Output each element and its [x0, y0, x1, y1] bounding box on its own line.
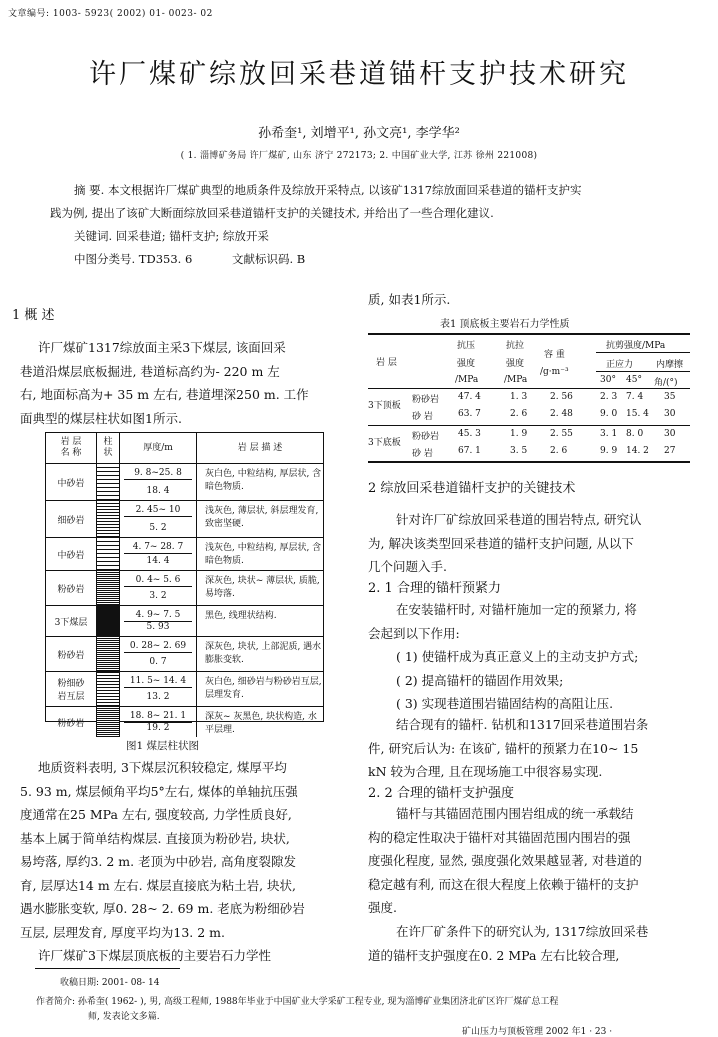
th-tensile-2: 强度 — [506, 359, 525, 369]
table-cell-t: 1. 3 — [510, 392, 528, 402]
rock-name: 粉细砂 岩互层 — [46, 672, 97, 706]
table-cell-c: 63. 7 — [458, 409, 481, 419]
thickness — [120, 501, 197, 537]
table-cell-s30: 9. 9 — [600, 446, 618, 456]
abstract-line-2: 践为例, 提出了该矿大断面综放回采巷道锚杆支护的关键技术, 并给出了一些合理化建议. — [50, 206, 494, 220]
thickness — [120, 637, 197, 671]
table-cell-s30: 3. 1 — [600, 429, 618, 439]
text-line: 在安装锚杆时, 对锚杆施加一定的预紧力, 将 — [396, 602, 637, 617]
figure-1-caption: 图1 煤层柱状图 — [126, 740, 200, 752]
section-1-paragraph-1 — [20, 336, 309, 430]
thickness-range: 9. 8~25. 8 — [124, 468, 192, 480]
thickness-average: 5. 93 — [146, 622, 170, 632]
rock-name: 细砂岩 — [46, 501, 97, 537]
rock-description: 浅灰色, 中粒结构, 厚层状, 含暗色物质. — [205, 543, 322, 566]
thickness — [120, 672, 197, 706]
table-cell-a: 30 — [664, 409, 676, 419]
text-line: 度强化程度, 显然, 强度强化效果越显著, 对巷道的 — [368, 853, 642, 868]
thickness — [120, 464, 197, 500]
column-pattern — [97, 538, 120, 570]
text-line: 会起到以下作用: — [368, 625, 460, 641]
thickness-average: 3. 2 — [149, 591, 167, 601]
text-line: 为, 解决该类型回采巷道的锚杆支护问题, 从以下 — [368, 535, 634, 551]
rock-name: 中砂岩 — [46, 464, 97, 500]
table-cell-d: 2. 56 — [550, 392, 573, 402]
text-line: 道的锚杆支护强度在0. 2 MPa 左右比较合理, — [368, 947, 620, 963]
th-compressive-2: 强度 — [457, 359, 476, 369]
right-continuation: 质, 如表1所示. — [368, 292, 451, 307]
section-2-paragraph — [368, 508, 641, 579]
th-30deg: 30° — [600, 375, 616, 385]
text-line: 地质资料表明, 3下煤层沉积较稳定, 煤厚平均 — [38, 760, 287, 775]
header-rule — [596, 371, 690, 372]
thickness-average: 18. 4 — [146, 486, 170, 496]
text-line: 基本上属于简单结构煤层. 直接顶为粉砂岩, 块状, — [20, 830, 290, 846]
th-45deg: 45° — [626, 375, 642, 385]
affiliations: ( 1. 淄博矿务局 许厂煤矿, 山东 济宁 272173; 2. 中国矿业大学, 江苏 徐州 221008) — [180, 151, 538, 161]
th-compressive: 抗压 — [457, 341, 476, 351]
section-1-heading: 1 概 述 — [12, 308, 55, 323]
text-line: kN 较为合理, 且在现场施工中很容易实现. — [368, 764, 603, 779]
text-line: 稳定越有利, 而这在很大程度上依赖于锚杆的支护 — [368, 876, 639, 892]
section-2-1-paragraph-2 — [368, 713, 648, 784]
thickness-average: 13. 2 — [146, 692, 170, 702]
header-rock-name: 岩 层 名 称 — [46, 433, 97, 463]
table-cell-s30: 2. 3 — [600, 392, 618, 402]
table-cell-rock: 砂 岩 — [412, 412, 433, 422]
text-line: 育, 层厚达14 m 左右. 煤层直接底为粘土岩, 块状, — [20, 877, 297, 893]
page-title: 许厂煤矿综放回采巷道锚杆支护技术研究 — [89, 59, 629, 90]
thickness-range: 11. 5~ 14. 4 — [124, 676, 192, 688]
text-line: 构的稳定性取决于锚杆对其锚固范围内围岩的强 — [368, 829, 631, 845]
group-floor: 3下底板 — [368, 438, 401, 448]
list-item: ( 1) 使锚杆成为真正意义上的主动支护方式; — [396, 649, 639, 664]
text-line: 在许厂矿条件下的研究认为, 1317综放回采巷 — [396, 924, 649, 939]
table-cell-d: 2. 6 — [550, 446, 568, 456]
th-tensile: 抗拉 — [506, 341, 525, 351]
keywords: 关键词. 回采巷道; 锚杆支护; 综放开采 — [74, 229, 269, 243]
figure-1-row — [46, 571, 323, 606]
figure-1-stratigraphic-column — [45, 432, 324, 735]
th-compressive-unit: /MPa — [455, 375, 479, 385]
text-line: 面典型的煤层柱状如图1所示. — [20, 410, 182, 426]
thickness — [120, 707, 197, 737]
table-cell-t: 3. 5 — [510, 446, 528, 456]
column-pattern — [97, 464, 120, 500]
table-cell-d: 2. 48 — [550, 409, 573, 419]
text-line: 件, 研究后认为: 在该矿, 锚杆的预紧力在10~ 15 — [368, 740, 639, 756]
table-cell-a: 35 — [664, 392, 676, 402]
table-cell-d: 2. 55 — [550, 429, 573, 439]
header-bottom-rule — [368, 388, 690, 389]
header-description: 岩 层 描 述 — [237, 442, 283, 453]
thickness-average: 5. 2 — [149, 523, 167, 533]
thickness-range: 0. 4~ 5. 6 — [124, 575, 192, 587]
text-line: 针对许厂矿综放回采巷道的围岩特点, 研究认 — [396, 512, 642, 527]
author-bio: 作者简介: 孙希奎( 1962- ), 男, 高级工程师, 1988年毕业于中国矿业大学采矿工程专业, 现为淄博矿业集团济北矿区许厂煤矿总工程 — [36, 997, 559, 1007]
text-line: 结合现有的锚杆. 钻机和1317回采巷道围岩条 — [396, 717, 649, 732]
column-pattern — [97, 637, 120, 671]
rock-name: 粉砂岩 — [46, 637, 97, 671]
th-friction-angle: 内摩擦 — [656, 360, 684, 370]
table-bottom-rule — [368, 461, 690, 463]
rock-description: 深灰色, 块状~ 薄层状, 质脆, 易垮落. — [205, 576, 320, 599]
article-id: 文章编号: 1003- 5923( 2002) 01- 0023- 02 — [8, 9, 213, 19]
th-angle-unit: 角/(°) — [654, 378, 678, 388]
section-1-paragraph-2 — [20, 756, 305, 968]
text-line: 巷道沿煤层底板掘进, 巷道标高约为- 220 m 左 — [20, 363, 280, 379]
th-shear: 抗剪强度/MPa — [606, 341, 666, 351]
footnote-rule — [35, 968, 180, 969]
text-line: 几个问题入手. — [368, 559, 447, 574]
section-2-2-paragraph — [368, 802, 642, 920]
thickness-range: 4. 9~ 7. 5 — [124, 610, 192, 622]
table-cell-t: 2. 6 — [510, 409, 528, 419]
rock-description: 浅灰色, 薄层状, 斜层理发育, 致密坚硬. — [205, 506, 319, 529]
table-cell-a: 27 — [664, 446, 676, 456]
thickness — [120, 606, 197, 636]
abstract-line-1: 摘 要. 本文根据许厂煤矿典型的地质条件及综放开采特点, 以该矿1317综放面回采巷道的锚杆支护实 — [74, 183, 582, 197]
list-item: ( 2) 提高锚杆的锚固作用效果; — [396, 672, 564, 688]
figure-1-row — [46, 464, 323, 501]
list — [396, 645, 638, 716]
th-layer: 岩 层 — [376, 358, 397, 368]
rock-description: 深灰~ 灰黑色, 块状构造, 水平层理. — [205, 712, 317, 735]
thickness-range: 2. 45~ 10 — [124, 505, 192, 517]
header-rule — [596, 352, 690, 353]
th-density: 容 重 — [544, 350, 565, 360]
figure-1-row — [46, 606, 323, 637]
column-pattern — [97, 707, 120, 737]
figure-1-header — [46, 433, 323, 464]
thickness-range: 4. 7~ 28. 7 — [124, 542, 192, 554]
header-thickness: 厚度/m — [120, 433, 197, 463]
list-item: ( 3) 实现巷道围岩锚固结构的高阻让压. — [396, 696, 614, 711]
thickness-range: 18. 8~ 21. 1 — [124, 711, 192, 723]
th-tensile-unit: /MPa — [504, 375, 528, 385]
table-cell-t: 1. 9 — [510, 429, 528, 439]
rock-name: 粉砂岩 — [46, 707, 97, 737]
column-pattern — [97, 571, 120, 605]
figure-1-row — [46, 501, 323, 538]
authors: 孙希奎¹, 刘增平¹, 孙文亮¹, 李学华² — [258, 126, 460, 141]
text-line: 度通常在25 MPa 左右, 强度较高, 力学性质良好, — [20, 807, 292, 822]
rock-description: 灰白色, 细砂岩与粉砂岩互层, 层理发育. — [205, 677, 322, 700]
page-footer: 矿山压力与顶板管理 2002 年1 · 23 · — [462, 1027, 613, 1037]
table-1-caption: 表1 顶底板主要岩石力学性质 — [440, 319, 570, 330]
text-line: 许厂煤矿3下煤层顶底板的主要岩石力学性 — [38, 948, 271, 963]
table-1 — [368, 335, 690, 461]
figure-1-row — [46, 707, 323, 737]
author-bio-cont: 师, 发表论文多篇. — [88, 1012, 160, 1022]
rock-name: 3下煤层 — [46, 606, 97, 636]
thickness-range: 0. 28~ 2. 69 — [124, 641, 192, 653]
section-2-2-heading: 2. 2 合理的锚杆支护强度 — [368, 786, 514, 801]
section-2-1-paragraph — [368, 598, 637, 645]
table-cell-a: 30 — [664, 429, 676, 439]
rock-description: 灰白色, 中粒结构, 厚层状, 含暗色物质. — [205, 469, 322, 492]
figure-1-row — [46, 637, 323, 672]
section-2-2-paragraph-2 — [368, 920, 648, 967]
thickness — [120, 538, 197, 570]
document-code: 文献标识码. B — [232, 252, 306, 266]
table-cell-s45: 7. 4 — [626, 392, 644, 402]
column-pattern — [97, 501, 120, 537]
table-cell-c: 67. 1 — [458, 446, 481, 456]
thickness — [120, 571, 197, 605]
figure-1-row — [46, 672, 323, 707]
clc-number: 中图分类号. TD353. 6 — [74, 252, 193, 266]
figure-1-row — [46, 538, 323, 571]
column-pattern — [97, 606, 120, 636]
group-roof: 3下顶板 — [368, 401, 401, 411]
section-2-heading: 2 综放回采巷道锚杆支护的关键技术 — [368, 481, 576, 496]
text-line: 许厂煤矿1317综放面主采3下煤层, 该面回采 — [38, 340, 286, 355]
table-cell-s45: 14. 2 — [626, 446, 649, 456]
table-cell-rock: 砂 岩 — [412, 449, 433, 459]
rock-name: 中砂岩 — [46, 538, 97, 570]
thickness-average: 14. 4 — [146, 556, 170, 566]
text-line: 遇水膨胀变软, 厚0. 28~ 2. 69 m. 老底为粉细砂岩 — [20, 901, 305, 916]
table-cell-rock: 粉砂岩 — [412, 395, 440, 405]
text-line: 锚杆与其锚固范围内围岩组成的统一承载结 — [396, 806, 634, 821]
column-pattern — [97, 672, 120, 706]
header-column: 柱 状 — [97, 433, 120, 463]
table-cell-s45: 15. 4 — [626, 409, 649, 419]
th-density-unit: /g·m⁻³ — [540, 367, 569, 377]
section-2-1-heading: 2. 1 合理的锚杆预紧力 — [368, 581, 501, 596]
rock-description: 深灰色, 块状, 上部泥质, 遇水膨胀变软. — [205, 642, 322, 665]
rock-name: 粉砂岩 — [46, 571, 97, 605]
thickness-average: 19. 2 — [146, 723, 170, 733]
th-normal-stress: 正应力 — [606, 360, 634, 370]
rock-description: 黑色, 线理状结构. — [205, 611, 277, 621]
text-line: 易垮落, 厚约3. 2 m. 老顶为中砂岩, 高角度裂隙发 — [20, 854, 297, 869]
text-line: 右, 地面标高为+ 35 m 左右, 巷道埋深250 m. 工作 — [20, 387, 309, 402]
table-cell-s30: 9. 0 — [600, 409, 618, 419]
group-rule — [368, 425, 690, 426]
text-line: 强度. — [368, 900, 397, 915]
table-cell-c: 45. 3 — [458, 429, 481, 439]
thickness-average: 0. 7 — [149, 657, 167, 667]
table-cell-rock: 粉砂岩 — [412, 432, 440, 442]
text-line: 5. 93 m, 煤层倾角平均5°左右, 煤体的单轴抗压强 — [20, 783, 298, 799]
text-line: 互层, 层理发育, 厚度平均为13. 2 m. — [20, 924, 225, 940]
received-date: 收稿日期: 2001- 08- 14 — [60, 978, 160, 988]
table-cell-s45: 8. 0 — [626, 429, 644, 439]
table-cell-c: 47. 4 — [458, 392, 481, 402]
